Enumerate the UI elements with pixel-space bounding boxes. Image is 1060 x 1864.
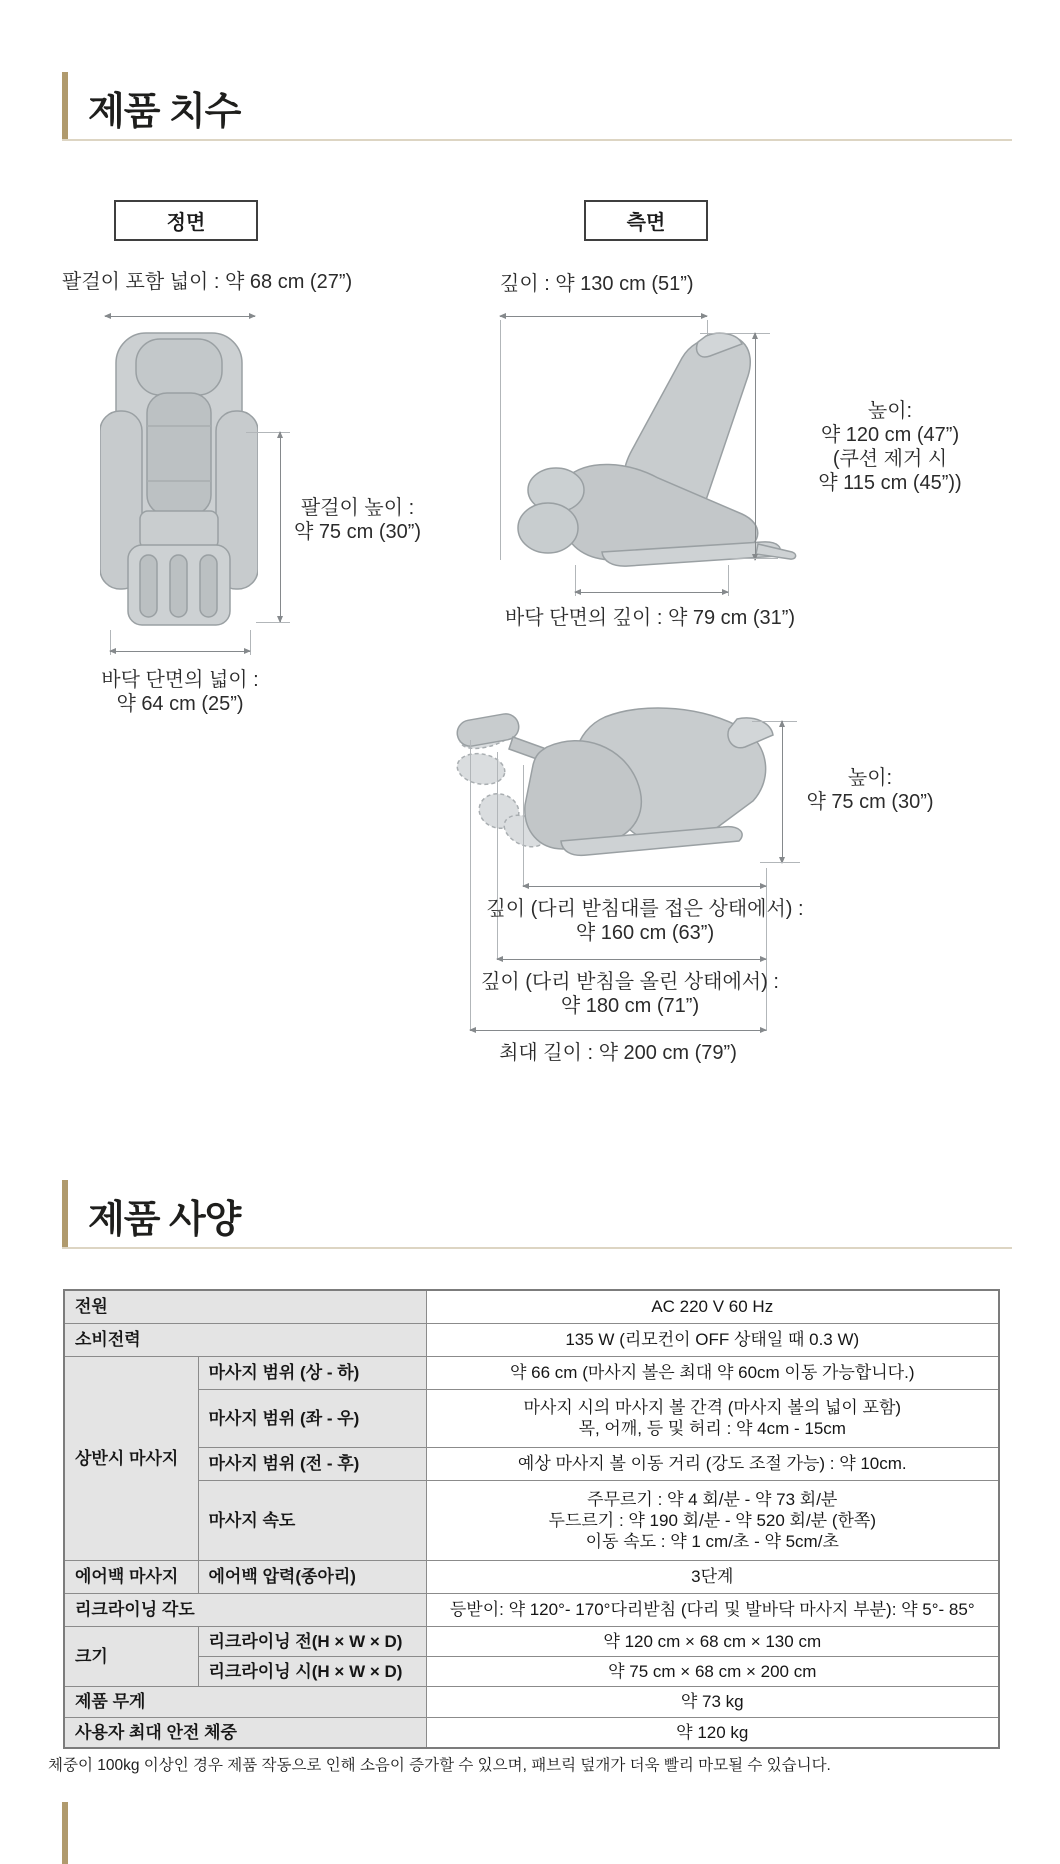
table-row — [64, 1626, 999, 1656]
spec-label-size-before: 리크라이닝 전(H × W × D) — [198, 1626, 426, 1656]
weight-footnote: 체중이 100kg 이상인 경우 제품 작동으로 인해 소음이 증가할 수 있으며, 패브릭 덮개가 더욱 빨리 마모될 수 있습니다. — [48, 1757, 831, 1774]
spec-value-size-before: 약 120 cm × 68 cm × 130 cm — [426, 1626, 999, 1656]
spec-label-range-fb: 마사지 범위 (전 - 후) — [198, 1447, 426, 1480]
massage-chair-reclined-illustration — [455, 703, 785, 871]
specs-section-title: 제품 사양 — [88, 1199, 241, 1241]
section-underline — [62, 139, 1012, 141]
spec-label-consumption: 소비전력 — [64, 1323, 426, 1356]
spec-value-range-ud: 약 66 cm (마사지 볼은 최대 약 60cm 이동 가능합니다.) — [426, 1356, 999, 1389]
spec-value-power: AC 220 V 60 Hz — [426, 1290, 999, 1323]
spec-value-weight: 약 73 kg — [426, 1686, 999, 1717]
guide-line — [752, 721, 797, 722]
table-row — [64, 1593, 999, 1626]
front-width-label: 팔걸이 포함 넓이 : 약 68 cm (27”) — [62, 271, 353, 293]
reclined-max-length-dim-line — [470, 1030, 766, 1031]
table-row — [64, 1480, 999, 1560]
table-row — [64, 1323, 999, 1356]
side-height-dim-line — [755, 333, 756, 560]
guide-line — [730, 558, 778, 559]
reclined-depth-folded-label: 깊이 (다리 받침대를 접은 상태에서) : 약 160 cm (63”) — [486, 898, 804, 944]
table-row — [64, 1356, 999, 1389]
spec-label-power: 전원 — [64, 1290, 426, 1323]
table-row — [64, 1686, 999, 1717]
spec-table — [63, 1289, 1000, 1749]
front-armrest-height-dim-line — [280, 432, 281, 622]
section-accent-bar — [62, 1180, 68, 1248]
guide-line — [523, 765, 524, 887]
side-depth-dim-line — [500, 316, 707, 317]
front-view-label: 정면 — [114, 200, 258, 241]
spec-value-range-fb: 예상 마사지 볼 이동 거리 (강도 조절 가능) : 약 10cm. — [426, 1447, 999, 1480]
reclined-max-length-label: 최대 길이 : 약 200 cm (79”) — [499, 1042, 737, 1064]
front-base-width-dim-line — [110, 651, 250, 652]
spec-label-max-user-weight: 사용자 최대 안전 체중 — [64, 1717, 426, 1748]
table-row — [64, 1290, 999, 1323]
spec-label-range-lr: 마사지 범위 (좌 - 우) — [198, 1389, 426, 1447]
spec-value-max-user-weight: 약 120 kg — [426, 1717, 999, 1748]
section-accent-bar — [62, 1802, 68, 1864]
spec-label-range-ud: 마사지 범위 (상 - 하) — [198, 1356, 426, 1389]
section-underline — [62, 1247, 1012, 1249]
guide-line — [760, 862, 800, 863]
side-base-depth-dim-line — [575, 592, 728, 593]
front-armrest-height-label: 팔걸이 높이 : 약 75 cm (30”) — [293, 497, 422, 543]
spec-value-airbag: 3단계 — [426, 1560, 999, 1593]
spec-value-size-reclined: 약 75 cm × 68 cm × 200 cm — [426, 1656, 999, 1686]
table-row — [64, 1447, 999, 1480]
reclined-depth-folded-dim-line — [523, 886, 766, 887]
spec-value-recline-angle: 등받이: 약 120°- 170°다리받침 (다리 및 발바닥 마사지 부분): 약 5°- 85° — [426, 1593, 999, 1626]
side-height-label: 높이: 약 120 cm (47”) (쿠션 제거 시 약 115 cm (45”)) — [818, 400, 962, 494]
massage-chair-side-illustration — [510, 330, 800, 575]
spec-value-range-lr: 마사지 시의 마사지 볼 간격 (마사지 볼의 넓이 포함) 목, 어깨, 등 및 허리 : 약 4cm - 15cm — [426, 1389, 999, 1447]
guide-line — [246, 432, 290, 433]
table-row — [64, 1656, 999, 1686]
front-width-dim-line — [105, 316, 255, 317]
table-row — [64, 1717, 999, 1748]
spec-value-speed: 주무르기 : 약 4 회/분 - 약 73 회/분 두드르기 : 약 190 회/분 - 약 520 회/분 (한쪽) 이동 속도 : 약 1 cm/초 - 약 5cm/초 — [426, 1480, 999, 1560]
spec-label-airbag-pressure: 에어백 압력(종아리) — [198, 1560, 426, 1593]
side-view-label: 측면 — [584, 200, 708, 241]
spec-value-consumption: 135 W (리모컨이 OFF 상태일 때 0.3 W) — [426, 1323, 999, 1356]
reclined-depth-raised-dim-line — [497, 959, 766, 960]
guide-line — [256, 622, 290, 623]
spec-label-upper-body: 상반시 마사지 — [64, 1356, 198, 1560]
section-accent-bar — [62, 72, 68, 140]
spec-label-size: 크기 — [64, 1626, 198, 1686]
spec-label-recline-angle: 리크라이닝 각도 — [64, 1593, 426, 1626]
guide-line — [700, 333, 770, 334]
side-base-depth-label: 바닥 단면의 깊이 : 약 79 cm (31”) — [504, 607, 796, 629]
reclined-depth-raised-label: 깊이 (다리 받침을 올린 상태에서) : 약 180 cm (71”) — [481, 971, 779, 1017]
massage-chair-front-illustration — [100, 331, 258, 627]
table-row — [64, 1389, 999, 1447]
spec-label-size-reclined: 리크라이닝 시(H × W × D) — [198, 1656, 426, 1686]
guide-line — [500, 320, 501, 560]
spec-label-weight: 제품 무게 — [64, 1686, 426, 1717]
spec-label-speed: 마사지 속도 — [198, 1480, 426, 1560]
table-row — [64, 1560, 999, 1593]
dimensions-section-title: 제품 치수 — [88, 91, 241, 133]
side-depth-label: 깊이 : 약 130 cm (51”) — [500, 273, 694, 295]
reclined-height-label: 높이: 약 75 cm (30”) — [806, 767, 934, 813]
spec-label-airbag: 에어백 마사지 — [64, 1560, 198, 1593]
front-base-width-label: 바닥 단면의 넓이 : 약 64 cm (25”) — [101, 669, 259, 715]
